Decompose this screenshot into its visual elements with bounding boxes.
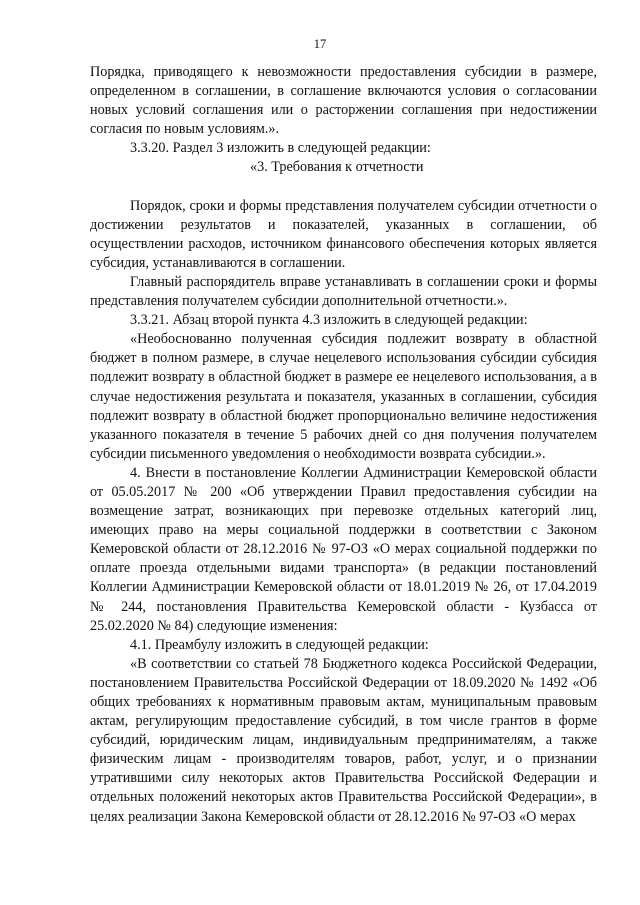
blank-line	[90, 178, 597, 197]
paragraph-4-1-preamble: 4.1. Преамбулу изложить в следующей редакции:	[130, 636, 429, 653]
paragraph-3-3-20: 3.3.20. Раздел 3 изложить в следующей редакции:	[130, 140, 431, 157]
paragraph-3-3-21: 3.3.21. Абзац второй пункта 4.3 изложить в следующей редакции:	[130, 312, 528, 329]
paragraph-main-administrator: Главный распорядитель вправе устанавливать в соглашении сроки и формы представления получателем субсидии дополнительной отчетности.».	[90, 273, 597, 310]
section-heading-reporting: «3. Требования к отчетности	[250, 159, 424, 176]
document-body	[90, 63, 597, 827]
paragraph-preamble-text: «В соответствии со статьей 78 Бюджетного кодекса Российской Федерации, постановлением Правительства Российской Федерации от 18.09.2020 № 1492 «Об общих требованиях к нормативным правовым актам, муниципальным правовым актам, регулирующим предоставление субсидий, в том числе грантов в форме субсидий, юридическим лицам, индивидуальным предпринимателям, а также физическим лицам - производителям товаров, работ, услуг, и о признании утратившими силу некоторых актов Правительства Российской Федерации и отдельных положений некоторых актов Правительства Российской Федерации», в целях реализации Закона Кемеровской области от 28.12.2016 № 97-ОЗ «О мерах	[90, 655, 597, 825]
paragraph-subsidy-return: «Необоснованно полученная субсидия подлежит возврату в областной бюджет в полном размере, в случае нецелевого использования субсидии субсидия подлежит возврату в областной бюджет в размере ее нецелевого использования, а в случае недостижения результата и показателя, указанных в соглашении, субсидия подлежит возврату в областной бюджет пропорционально величине недостижения указанного показателя в течение 5 рабочих дней со дня получения получателем субсидии письменного уведомления о необходимости возврата субсидии.».	[90, 331, 597, 462]
page-number: 17	[313, 37, 327, 51]
paragraph-continuation: Порядка, приводящего к невозможности предоставления субсидии в размере, определенном в соглашении, в соглашение включаются условия о согласовании новых условий соглашения или о расторжении соглашения при недостижении согласия по новым условиям.».	[90, 64, 597, 138]
paragraph-reporting-procedure: Порядок, сроки и формы представления получателем субсидии отчетности о достижении результатов и показателей, указанных в соглашении, об осуществлении расходов, источником финансового обеспечения которых является субсидия, устанавливаются в соглашении.	[90, 197, 597, 271]
paragraph-4-amendments: 4. Внести в постановление Коллегии Администрации Кемеровской области от 05.05.2017 № 200 «Об утверждении Правил предоставления субсидии на возмещение затрат, возникающих при перевозке отдельных категорий лиц, имеющих право на меры социальной поддержки в соответствии с Законом Кемеровской области от 28.12.2016 № 97-ОЗ «О мерах социальной поддержки по оплате проезда отдельными видами транспорта» (в редакции постановлений Коллегии Администрации Кемеровской области от 18.01.2019 № 26, от 17.04.2019 № 244, постановления Правительства Кемеровской области - Кузбасса от 25.02.2020 № 84) следующие изменения:	[90, 464, 597, 634]
